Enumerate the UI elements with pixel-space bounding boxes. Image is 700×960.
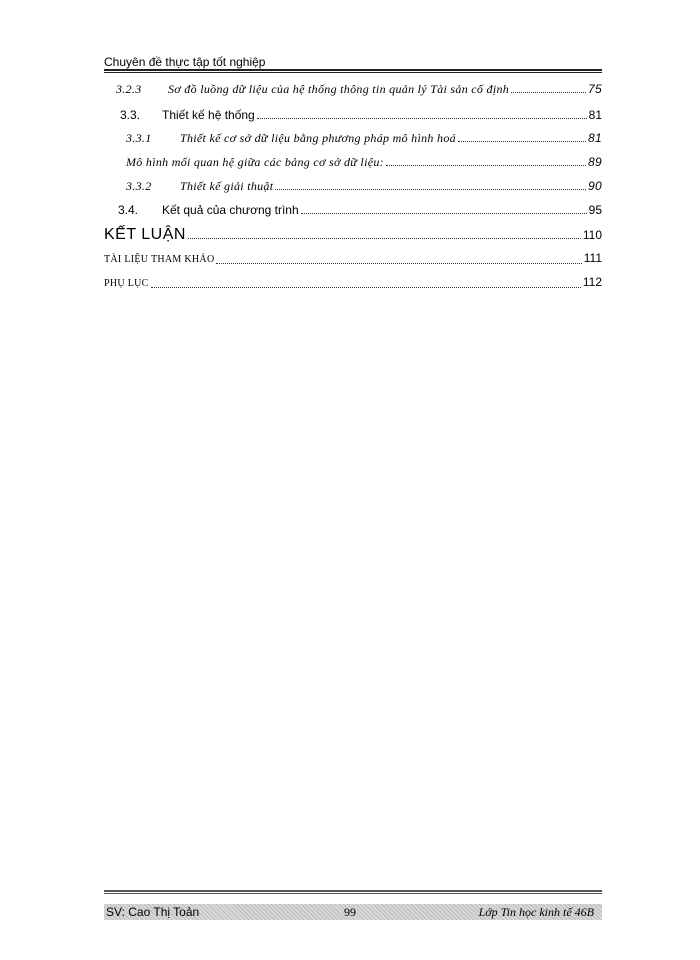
toc-leader-dots xyxy=(301,213,587,214)
toc-entry-3-2-3[interactable] xyxy=(104,82,602,96)
toc-entry-title: Mô hình mối quan hệ giữa các bảng cơ sở dữ liệu: xyxy=(126,155,384,169)
toc-entry-number: 3.3.2 xyxy=(126,179,152,193)
toc-entry-title: Thiết kế cơ sở dữ liệu bằng phương pháp mô hình hoá xyxy=(180,131,456,145)
footer-student-name: SV: Cao Thị Toản xyxy=(106,905,200,919)
toc-entry-page: 75 xyxy=(588,82,602,96)
toc-entry-page: 81 xyxy=(588,108,602,122)
toc-entry-title: TÀI LIỆU THAM KHẢO xyxy=(104,254,215,265)
footer-page-number: 99 xyxy=(344,905,356,919)
page-footer xyxy=(104,904,602,920)
toc-leader-dots xyxy=(257,118,587,119)
toc-entry-mo-hinh[interactable] xyxy=(104,155,602,169)
toc-entry-phu-luc[interactable] xyxy=(104,275,602,291)
toc-entry-3-4[interactable] xyxy=(104,203,602,217)
toc-entry-number: 3.4. xyxy=(118,203,139,217)
toc-entry-page: 111 xyxy=(583,251,602,265)
toc-entry-page: 90 xyxy=(588,179,602,193)
toc-leader-dots xyxy=(216,263,581,264)
toc-entry-title: Sơ đồ luồng dữ liệu của hệ thống thông tin quản lý Tài sản cố định xyxy=(168,82,510,96)
toc-entry-ket-luan[interactable] xyxy=(104,228,602,242)
toc-entry-page: 89 xyxy=(588,155,602,169)
toc-entry-title: PHỤ LỤC xyxy=(104,278,149,289)
toc-entry-title: Kết quả của chương trình xyxy=(162,203,299,217)
page-header-title: Chuyên đề thực tập tốt nghiệp xyxy=(104,55,266,69)
footer-divider xyxy=(104,890,602,894)
footer-class-name: Lớp Tin học kinh tế 46B xyxy=(478,905,594,919)
toc-entry-number: 3.3. xyxy=(120,108,141,122)
toc-entry-title: Thiết kế hệ thống xyxy=(162,108,255,122)
toc-leader-dots xyxy=(151,287,581,288)
toc-entry-3-3[interactable] xyxy=(104,108,602,122)
toc-entry-page: 112 xyxy=(582,275,602,289)
toc-entry-3-3-1[interactable] xyxy=(104,131,602,145)
toc-leader-dots xyxy=(275,189,586,190)
toc-entry-3-3-2[interactable] xyxy=(104,179,602,193)
toc-entry-number: 3.2.3 xyxy=(116,82,142,96)
toc-entry-page: 81 xyxy=(588,131,602,145)
toc-leader-dots xyxy=(458,141,586,142)
toc-entry-number: 3.3.1 xyxy=(126,131,152,145)
header-divider xyxy=(104,69,602,73)
toc-leader-dots xyxy=(188,238,581,239)
toc-leader-dots xyxy=(386,165,586,166)
toc-entry-title: KẾT LUẬN xyxy=(104,226,186,243)
toc-entry-tai-lieu-tham-khao[interactable] xyxy=(104,251,602,267)
toc-leader-dots xyxy=(511,92,586,93)
toc-entry-title: Thiết kế giải thuật xyxy=(180,179,274,193)
toc-entry-page: 95 xyxy=(588,203,602,217)
toc-entry-page: 110 xyxy=(582,228,602,242)
